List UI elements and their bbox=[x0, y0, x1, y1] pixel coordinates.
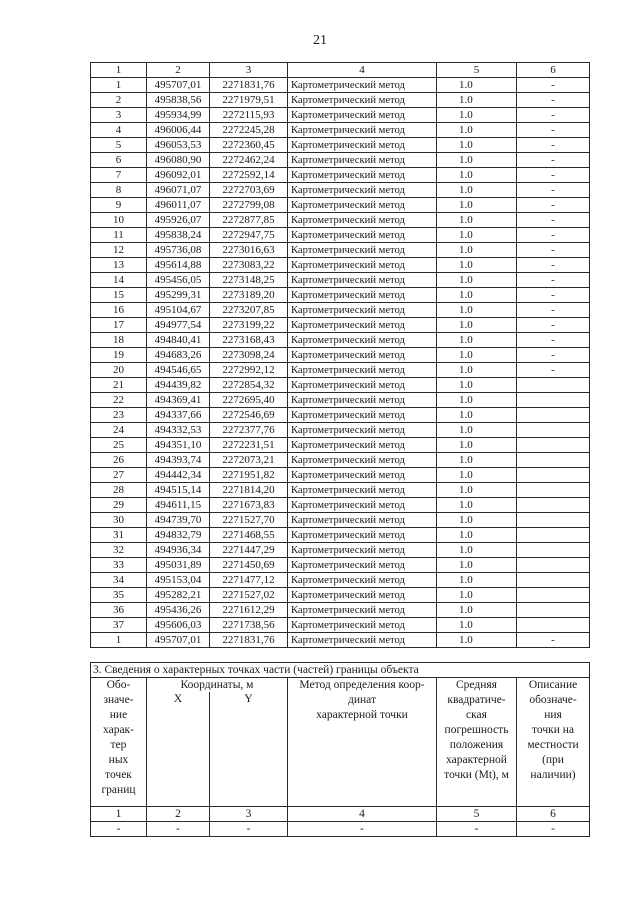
accuracy-cell: 1.0 bbox=[437, 468, 517, 483]
point-number-cell: 8 bbox=[91, 183, 147, 198]
table-row bbox=[91, 468, 590, 483]
x-coordinate-cell: 495838,56 bbox=[147, 93, 210, 108]
point-number-cell: 6 bbox=[91, 153, 147, 168]
y-coordinate-cell: 2272231,51 bbox=[210, 438, 288, 453]
y-coordinate-cell: 2271447,29 bbox=[210, 543, 288, 558]
method-cell: Картометрический метод bbox=[288, 153, 437, 168]
y-coordinate-cell: 2271477,12 bbox=[210, 573, 288, 588]
accuracy-cell: 1.0 bbox=[437, 543, 517, 558]
table-row bbox=[91, 618, 590, 633]
table-row bbox=[91, 393, 590, 408]
point-number-cell: 13 bbox=[91, 258, 147, 273]
point-number-cell: 33 bbox=[91, 558, 147, 573]
description-cell bbox=[517, 423, 590, 438]
y-coordinate-cell: 2271738,56 bbox=[210, 618, 288, 633]
table-row bbox=[91, 633, 590, 648]
accuracy-cell: 1.0 bbox=[437, 363, 517, 378]
y-coordinate-cell: 2272992,12 bbox=[210, 363, 288, 378]
table-row bbox=[91, 93, 590, 108]
x-coordinate-cell: 495282,21 bbox=[147, 588, 210, 603]
table-row bbox=[91, 228, 590, 243]
section3-table bbox=[90, 662, 590, 837]
data-cell: - bbox=[437, 822, 517, 837]
description-cell bbox=[517, 498, 590, 513]
description-cell bbox=[517, 393, 590, 408]
x-coordinate-cell: 495614,88 bbox=[147, 258, 210, 273]
y-coordinate-cell: 2271814,20 bbox=[210, 483, 288, 498]
y-coordinate-cell: 2271979,51 bbox=[210, 93, 288, 108]
point-number-cell: 15 bbox=[91, 288, 147, 303]
y-coordinate-cell: 2273016,63 bbox=[210, 243, 288, 258]
x-coordinate-cell: 494393,74 bbox=[147, 453, 210, 468]
point-number-cell: 16 bbox=[91, 303, 147, 318]
method-cell: Картометрический метод bbox=[288, 498, 437, 513]
method-cell: Картометрический метод bbox=[288, 393, 437, 408]
description-cell: - bbox=[517, 228, 590, 243]
x-coordinate-cell: 494683,26 bbox=[147, 348, 210, 363]
method-header: Метод определения коор- динат характерной точки bbox=[288, 678, 437, 807]
y-coordinate-cell: 2272115,93 bbox=[210, 108, 288, 123]
accuracy-cell: 1.0 bbox=[437, 183, 517, 198]
table-row bbox=[91, 378, 590, 393]
x-coordinate-cell: 495436,26 bbox=[147, 603, 210, 618]
method-cell: Картометрический метод bbox=[288, 543, 437, 558]
x-coordinate-cell: 494936,34 bbox=[147, 543, 210, 558]
description-cell: 6 bbox=[517, 63, 590, 78]
description-cell: - bbox=[517, 333, 590, 348]
y-coordinate-cell: 2271450,69 bbox=[210, 558, 288, 573]
accuracy-cell: 1.0 bbox=[437, 198, 517, 213]
accuracy-cell: 1.0 bbox=[437, 603, 517, 618]
x-coordinate-cell: 496053,53 bbox=[147, 138, 210, 153]
x-coordinate-cell: 496080,90 bbox=[147, 153, 210, 168]
method-cell: Картометрический метод bbox=[288, 303, 437, 318]
method-cell: Картометрический метод bbox=[288, 573, 437, 588]
accuracy-cell: 1.0 bbox=[437, 498, 517, 513]
y-coordinate-cell: 2272854,32 bbox=[210, 378, 288, 393]
method-cell: Картометрический метод bbox=[288, 333, 437, 348]
table-row bbox=[91, 543, 590, 558]
description-cell bbox=[517, 513, 590, 528]
y-coordinate-cell: 2272245,28 bbox=[210, 123, 288, 138]
point-number-cell: 37 bbox=[91, 618, 147, 633]
description-cell bbox=[517, 588, 590, 603]
method-cell: Картометрический метод bbox=[288, 348, 437, 363]
description-cell: - bbox=[517, 108, 590, 123]
accuracy-cell: 1.0 bbox=[437, 333, 517, 348]
method-cell: Картометрический метод bbox=[288, 633, 437, 648]
table-row bbox=[91, 348, 590, 363]
y-coordinate-cell: 2273148,25 bbox=[210, 273, 288, 288]
y-coordinate-cell: 2273168,43 bbox=[210, 333, 288, 348]
y-coordinate-cell: 2271831,76 bbox=[210, 633, 288, 648]
point-number-cell: 19 bbox=[91, 348, 147, 363]
y-coordinate-cell: 2271612,29 bbox=[210, 603, 288, 618]
method-cell: Картометрический метод bbox=[288, 618, 437, 633]
point-number-cell: 9 bbox=[91, 198, 147, 213]
x-coordinate-cell: 494442,34 bbox=[147, 468, 210, 483]
table-row bbox=[91, 303, 590, 318]
method-cell: Картометрический метод bbox=[288, 483, 437, 498]
x-coordinate-cell: 495153,04 bbox=[147, 573, 210, 588]
accuracy-header: Средняя квадратиче- ская погрешность положения характерной точки (Mt), м bbox=[437, 678, 517, 807]
accuracy-cell: 1.0 bbox=[437, 528, 517, 543]
point-number-cell: 23 bbox=[91, 408, 147, 423]
data-cell: - bbox=[91, 822, 147, 837]
point-number-cell: 4 bbox=[91, 123, 147, 138]
accuracy-cell: 1.0 bbox=[437, 138, 517, 153]
accuracy-cell: 1.0 bbox=[437, 633, 517, 648]
y-coordinate-cell: 2271831,76 bbox=[210, 78, 288, 93]
point-number-cell: 11 bbox=[91, 228, 147, 243]
y-coordinate-cell: 2273098,24 bbox=[210, 348, 288, 363]
accuracy-cell: 1.0 bbox=[437, 588, 517, 603]
x-coordinate-cell: 494337,66 bbox=[147, 408, 210, 423]
x-coordinate-cell: 495934,99 bbox=[147, 108, 210, 123]
data-cell: - bbox=[517, 822, 590, 837]
accuracy-cell: 1.0 bbox=[437, 303, 517, 318]
x-coordinate-cell: 495299,31 bbox=[147, 288, 210, 303]
accuracy-cell: 1.0 bbox=[437, 258, 517, 273]
y-coordinate-cell: 2271951,82 bbox=[210, 468, 288, 483]
description-cell: - bbox=[517, 213, 590, 228]
x-coordinate-cell: 494546,65 bbox=[147, 363, 210, 378]
table-row bbox=[91, 273, 590, 288]
method-cell: Картометрический метод bbox=[288, 423, 437, 438]
method-cell: 4 bbox=[288, 63, 437, 78]
x-coordinate-cell: 2 bbox=[147, 63, 210, 78]
method-cell: Картометрический метод bbox=[288, 378, 437, 393]
description-header: Описание обозначе- ния точки на местности (при наличии) bbox=[517, 678, 590, 807]
y-coordinate-cell: 2272360,45 bbox=[210, 138, 288, 153]
point-number-cell: 17 bbox=[91, 318, 147, 333]
y-coordinate-cell: 2272462,24 bbox=[210, 153, 288, 168]
x-coordinate-cell: 494515,14 bbox=[147, 483, 210, 498]
description-cell: - bbox=[517, 198, 590, 213]
x-coordinate-cell: 496092,01 bbox=[147, 168, 210, 183]
point-number-cell: 34 bbox=[91, 573, 147, 588]
index-cell: 1 bbox=[91, 807, 147, 822]
point-number-cell: 29 bbox=[91, 498, 147, 513]
y-coordinate-cell: 2272877,85 bbox=[210, 213, 288, 228]
x-coordinate-cell: 495926,07 bbox=[147, 213, 210, 228]
method-cell: Картометрический метод bbox=[288, 363, 437, 378]
accuracy-cell: 1.0 bbox=[437, 213, 517, 228]
y-coordinate-cell: 2273207,85 bbox=[210, 303, 288, 318]
x-coordinate-cell: 495838,24 bbox=[147, 228, 210, 243]
description-cell: - bbox=[517, 348, 590, 363]
method-cell: Картометрический метод bbox=[288, 468, 437, 483]
accuracy-cell: 1.0 bbox=[437, 273, 517, 288]
y-coordinate-cell: 2271673,83 bbox=[210, 498, 288, 513]
table-row bbox=[91, 528, 590, 543]
point-number-cell: 31 bbox=[91, 528, 147, 543]
point-number-cell: 32 bbox=[91, 543, 147, 558]
table-row bbox=[91, 333, 590, 348]
accuracy-cell: 1.0 bbox=[437, 438, 517, 453]
point-number-cell: 7 bbox=[91, 168, 147, 183]
index-cell: 6 bbox=[517, 807, 590, 822]
point-number-cell: 1 bbox=[91, 633, 147, 648]
table-row bbox=[91, 108, 590, 123]
table-row bbox=[91, 213, 590, 228]
point-number-cell: 24 bbox=[91, 423, 147, 438]
y-coordinate-cell: 3 bbox=[210, 63, 288, 78]
table-row bbox=[91, 423, 590, 438]
point-number-cell: 5 bbox=[91, 138, 147, 153]
method-cell: Картометрический метод bbox=[288, 78, 437, 93]
table-row bbox=[91, 408, 590, 423]
point-number-cell: 2 bbox=[91, 93, 147, 108]
table-row bbox=[91, 168, 590, 183]
table-row bbox=[91, 198, 590, 213]
x-coordinate-cell: 495707,01 bbox=[147, 633, 210, 648]
method-cell: Картометрический метод bbox=[288, 438, 437, 453]
y-coordinate-cell: 2272073,21 bbox=[210, 453, 288, 468]
method-cell: Картометрический метод bbox=[288, 288, 437, 303]
x-coordinate-cell: 494439,82 bbox=[147, 378, 210, 393]
y-coordinate-cell: 2271527,02 bbox=[210, 588, 288, 603]
table-row bbox=[91, 603, 590, 618]
point-number-cell: 1 bbox=[91, 63, 147, 78]
table-row bbox=[91, 138, 590, 153]
description-cell: - bbox=[517, 243, 590, 258]
description-cell: - bbox=[517, 633, 590, 648]
description-cell bbox=[517, 618, 590, 633]
y-coordinate-cell: 2271468,55 bbox=[210, 528, 288, 543]
table-header-row bbox=[91, 63, 590, 78]
point-number-cell: 26 bbox=[91, 453, 147, 468]
table-row bbox=[91, 153, 590, 168]
y-coordinate-cell: 2272703,69 bbox=[210, 183, 288, 198]
x-coordinate-cell: 495456,05 bbox=[147, 273, 210, 288]
accuracy-cell: 1.0 bbox=[437, 123, 517, 138]
description-cell bbox=[517, 603, 590, 618]
accuracy-cell: 1.0 bbox=[437, 393, 517, 408]
description-cell: - bbox=[517, 303, 590, 318]
accuracy-cell: 1.0 bbox=[437, 618, 517, 633]
x-coordinate-cell: 495031,89 bbox=[147, 558, 210, 573]
y-coordinate-cell: 2271527,70 bbox=[210, 513, 288, 528]
table-row bbox=[91, 498, 590, 513]
accuracy-cell: 1.0 bbox=[437, 318, 517, 333]
point-number-cell: 18 bbox=[91, 333, 147, 348]
accuracy-cell: 1.0 bbox=[437, 348, 517, 363]
coordinates-table bbox=[90, 62, 590, 648]
method-cell: Картометрический метод bbox=[288, 138, 437, 153]
y-coordinate-cell: 2272546,69 bbox=[210, 408, 288, 423]
point-number-cell: 22 bbox=[91, 393, 147, 408]
x-coordinate-cell: 496006,44 bbox=[147, 123, 210, 138]
point-number-cell: 20 bbox=[91, 363, 147, 378]
method-cell: Картометрический метод bbox=[288, 123, 437, 138]
table-row bbox=[91, 513, 590, 528]
description-cell bbox=[517, 558, 590, 573]
method-cell: Картометрический метод bbox=[288, 168, 437, 183]
description-cell: - bbox=[517, 273, 590, 288]
method-cell: Картометрический метод bbox=[288, 213, 437, 228]
point-number-cell: 36 bbox=[91, 603, 147, 618]
description-cell bbox=[517, 378, 590, 393]
accuracy-cell: 1.0 bbox=[437, 378, 517, 393]
point-number-cell: 35 bbox=[91, 588, 147, 603]
method-cell: Картометрический метод bbox=[288, 228, 437, 243]
accuracy-cell: 1.0 bbox=[437, 423, 517, 438]
table-row bbox=[91, 558, 590, 573]
data-cell: - bbox=[288, 822, 437, 837]
y-coordinate-cell: 2273199,22 bbox=[210, 318, 288, 333]
method-cell: Картометрический метод bbox=[288, 453, 437, 468]
description-cell bbox=[517, 543, 590, 558]
description-cell: - bbox=[517, 168, 590, 183]
x-coordinate-cell: 495707,01 bbox=[147, 78, 210, 93]
point-number-cell: 28 bbox=[91, 483, 147, 498]
accuracy-cell: 1.0 bbox=[437, 228, 517, 243]
table-row bbox=[91, 123, 590, 138]
y-header: Y bbox=[210, 692, 288, 807]
y-coordinate-cell: 2272377,76 bbox=[210, 423, 288, 438]
description-cell bbox=[517, 438, 590, 453]
x-coordinate-cell: 494332,53 bbox=[147, 423, 210, 438]
point-number-cell: 10 bbox=[91, 213, 147, 228]
description-cell: - bbox=[517, 93, 590, 108]
description-cell bbox=[517, 453, 590, 468]
x-coordinate-cell: 494840,41 bbox=[147, 333, 210, 348]
index-cell: 2 bbox=[147, 807, 210, 822]
y-coordinate-cell: 2272947,75 bbox=[210, 228, 288, 243]
x-header: X bbox=[147, 692, 210, 807]
method-cell: Картометрический метод bbox=[288, 258, 437, 273]
table-row bbox=[91, 318, 590, 333]
accuracy-cell: 1.0 bbox=[437, 408, 517, 423]
x-coordinate-cell: 494739,70 bbox=[147, 513, 210, 528]
x-coordinate-cell: 494832,79 bbox=[147, 528, 210, 543]
y-coordinate-cell: 2273083,22 bbox=[210, 258, 288, 273]
table-row bbox=[91, 243, 590, 258]
point-number-cell: 12 bbox=[91, 243, 147, 258]
point-number-cell: 30 bbox=[91, 513, 147, 528]
point-number-cell: 3 bbox=[91, 108, 147, 123]
section3-title: 3. Сведения о характерных точках части (частей) границы объекта bbox=[91, 663, 590, 678]
description-cell: - bbox=[517, 318, 590, 333]
x-coordinate-cell: 496071,07 bbox=[147, 183, 210, 198]
accuracy-cell: 1.0 bbox=[437, 108, 517, 123]
index-cell: 4 bbox=[288, 807, 437, 822]
description-cell bbox=[517, 483, 590, 498]
description-cell bbox=[517, 468, 590, 483]
x-coordinate-cell: 496011,07 bbox=[147, 198, 210, 213]
method-cell: Картометрический метод bbox=[288, 588, 437, 603]
method-cell: Картометрический метод bbox=[288, 243, 437, 258]
point-number-cell: 1 bbox=[91, 78, 147, 93]
description-cell: - bbox=[517, 138, 590, 153]
y-coordinate-cell: 2273189,20 bbox=[210, 288, 288, 303]
x-coordinate-cell: 495736,08 bbox=[147, 243, 210, 258]
accuracy-cell: 1.0 bbox=[437, 93, 517, 108]
point-number-cell: 27 bbox=[91, 468, 147, 483]
accuracy-cell: 1.0 bbox=[437, 78, 517, 93]
description-cell bbox=[517, 408, 590, 423]
accuracy-cell: 1.0 bbox=[437, 153, 517, 168]
y-coordinate-cell: 2272592,14 bbox=[210, 168, 288, 183]
description-cell: - bbox=[517, 363, 590, 378]
table-row bbox=[91, 573, 590, 588]
accuracy-cell: 1.0 bbox=[437, 513, 517, 528]
table-row bbox=[91, 483, 590, 498]
table-row bbox=[91, 453, 590, 468]
method-cell: Картометрический метод bbox=[288, 558, 437, 573]
index-cell: 5 bbox=[437, 807, 517, 822]
method-cell: Картометрический метод bbox=[288, 513, 437, 528]
table-row bbox=[91, 183, 590, 198]
page-number: 21 bbox=[313, 33, 327, 48]
description-cell: - bbox=[517, 123, 590, 138]
accuracy-cell: 1.0 bbox=[437, 558, 517, 573]
coordinates-header: Координаты, м bbox=[147, 678, 288, 693]
method-cell: Картометрический метод bbox=[288, 108, 437, 123]
x-coordinate-cell: 494351,10 bbox=[147, 438, 210, 453]
point-number-cell: 14 bbox=[91, 273, 147, 288]
x-coordinate-cell: 494369,41 bbox=[147, 393, 210, 408]
accuracy-cell: 1.0 bbox=[437, 243, 517, 258]
method-cell: Картометрический метод bbox=[288, 183, 437, 198]
method-cell: Картометрический метод bbox=[288, 93, 437, 108]
accuracy-cell: 1.0 bbox=[437, 288, 517, 303]
accuracy-cell: 1.0 bbox=[437, 573, 517, 588]
description-cell bbox=[517, 528, 590, 543]
description-cell: - bbox=[517, 78, 590, 93]
description-cell: - bbox=[517, 288, 590, 303]
description-cell: - bbox=[517, 153, 590, 168]
x-coordinate-cell: 494977,54 bbox=[147, 318, 210, 333]
point-designation-header: Обо- значе- ние харак- тер ных точек границ bbox=[91, 678, 147, 807]
table-row bbox=[91, 438, 590, 453]
index-cell: 3 bbox=[210, 807, 288, 822]
accuracy-cell: 5 bbox=[437, 63, 517, 78]
accuracy-cell: 1.0 bbox=[437, 453, 517, 468]
data-cell: - bbox=[210, 822, 288, 837]
description-cell: - bbox=[517, 183, 590, 198]
method-cell: Картометрический метод bbox=[288, 273, 437, 288]
table-row bbox=[91, 258, 590, 273]
x-coordinate-cell: 495104,67 bbox=[147, 303, 210, 318]
y-coordinate-cell: 2272695,40 bbox=[210, 393, 288, 408]
table-row bbox=[91, 78, 590, 93]
description-cell: - bbox=[517, 258, 590, 273]
table-row bbox=[91, 588, 590, 603]
method-cell: Картометрический метод bbox=[288, 408, 437, 423]
data-cell: - bbox=[147, 822, 210, 837]
accuracy-cell: 1.0 bbox=[437, 483, 517, 498]
method-cell: Картометрический метод bbox=[288, 603, 437, 618]
method-cell: Картометрический метод bbox=[288, 318, 437, 333]
x-coordinate-cell: 494611,15 bbox=[147, 498, 210, 513]
y-coordinate-cell: 2272799,08 bbox=[210, 198, 288, 213]
accuracy-cell: 1.0 bbox=[437, 168, 517, 183]
point-number-cell: 21 bbox=[91, 378, 147, 393]
table-row bbox=[91, 288, 590, 303]
table-row bbox=[91, 363, 590, 378]
x-coordinate-cell: 495606,03 bbox=[147, 618, 210, 633]
description-cell bbox=[517, 573, 590, 588]
method-cell: Картометрический метод bbox=[288, 198, 437, 213]
point-number-cell: 25 bbox=[91, 438, 147, 453]
method-cell: Картометрический метод bbox=[288, 528, 437, 543]
